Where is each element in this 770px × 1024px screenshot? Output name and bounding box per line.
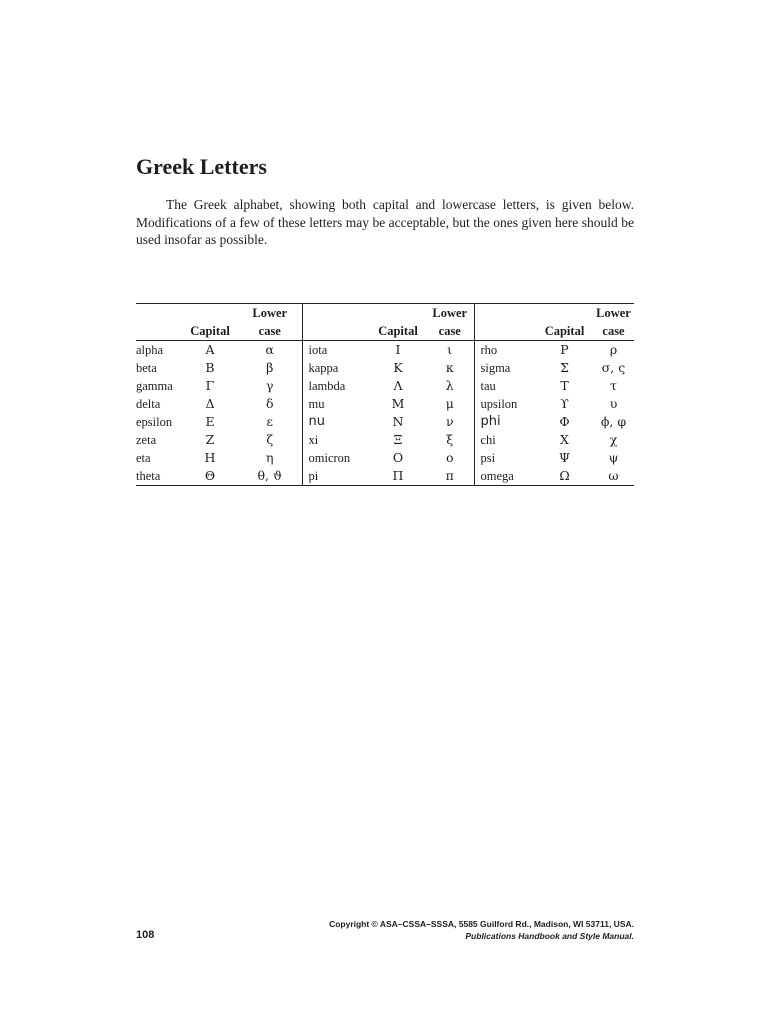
letter-name: upsilon bbox=[474, 395, 536, 413]
col-header-case: case bbox=[238, 322, 302, 341]
capital-letter: Λ bbox=[393, 378, 403, 393]
lowercase-letter: κ bbox=[445, 360, 454, 375]
capital-letter: Ν bbox=[392, 414, 404, 429]
intro-paragraph bbox=[136, 196, 634, 249]
capital-letter: Ζ bbox=[205, 432, 215, 447]
copyright-line: Copyright © ASA–CSSA–SSSA, 5585 Guilford Rd., Madison, WI 53711, USA. bbox=[329, 919, 634, 929]
table-row bbox=[136, 341, 634, 360]
letter-name: phi bbox=[474, 413, 536, 431]
lowercase-letter: β bbox=[266, 360, 274, 375]
lowercase-letter: θ, ϑ bbox=[257, 468, 282, 483]
capital-letter: Ε bbox=[205, 414, 215, 429]
lowercase-letter: ϕ, φ bbox=[600, 414, 627, 429]
capital-letter: Ξ bbox=[393, 432, 403, 447]
capital-letter: Θ bbox=[204, 468, 216, 483]
lowercase-letter: π bbox=[445, 468, 454, 483]
header-row-bottom bbox=[136, 322, 634, 341]
header-row-top bbox=[136, 304, 634, 323]
lowercase-letter: υ bbox=[609, 396, 618, 411]
capital-letter: Σ bbox=[560, 360, 569, 375]
publication-title: Publications Handbook and Style Manual. bbox=[465, 931, 634, 941]
capital-letter: Ι bbox=[395, 342, 401, 357]
lowercase-letter: ψ bbox=[608, 450, 619, 465]
capital-letter: Φ bbox=[559, 414, 570, 429]
table-row bbox=[136, 395, 634, 413]
page-title: Greek Letters bbox=[136, 154, 267, 179]
table-row bbox=[136, 413, 634, 431]
letter-name: iota bbox=[302, 341, 370, 360]
footer-credits bbox=[329, 918, 634, 942]
lowercase-letter: ο bbox=[445, 450, 454, 465]
col-header-lower: Lower bbox=[596, 306, 631, 320]
letter-name: xi bbox=[302, 431, 370, 449]
capital-letter: Κ bbox=[393, 360, 403, 375]
col-header-case: case bbox=[593, 322, 634, 341]
col-header-case: case bbox=[426, 322, 474, 341]
lowercase-letter: σ, ς bbox=[601, 360, 626, 375]
capital-letter: Δ bbox=[205, 396, 215, 411]
capital-letter: Γ bbox=[205, 378, 215, 393]
lowercase-letter: ζ bbox=[266, 432, 274, 447]
lowercase-letter: χ bbox=[609, 432, 618, 447]
letter-name: epsilon bbox=[136, 415, 173, 429]
col-header-capital: Capital bbox=[182, 322, 238, 341]
col-header-lower: Lower bbox=[252, 306, 288, 320]
lowercase-letter: ω bbox=[608, 468, 619, 483]
letter-name: alpha bbox=[136, 343, 164, 357]
col-header-lower: Lower bbox=[432, 306, 468, 320]
lowercase-letter: ν bbox=[445, 414, 454, 429]
greek-alphabet-table bbox=[136, 303, 634, 486]
capital-letter: Μ bbox=[391, 396, 405, 411]
intro-text: The Greek alphabet, showing both capital and lowercase letters, is given below. Modifications of a few of these letters may be acceptable, but the ones given here should be used insofar as possible. bbox=[136, 197, 634, 247]
col-header-capital: Capital bbox=[370, 322, 426, 341]
lowercase-letter: α bbox=[265, 342, 274, 357]
page-number: 108 bbox=[136, 929, 155, 941]
lowercase-letter: δ bbox=[265, 396, 274, 411]
letter-name: gamma bbox=[136, 379, 173, 393]
table-row bbox=[136, 359, 634, 377]
letter-name: nu bbox=[302, 413, 370, 431]
capital-letter: Ο bbox=[392, 450, 404, 465]
letter-name: sigma bbox=[474, 359, 536, 377]
lowercase-letter: ρ bbox=[609, 342, 618, 357]
capital-letter: Χ bbox=[560, 432, 569, 447]
lowercase-letter: ε bbox=[266, 414, 273, 429]
capital-letter: Π bbox=[392, 468, 404, 483]
letter-name: omicron bbox=[302, 449, 370, 467]
lowercase-letter: τ bbox=[610, 378, 617, 393]
letter-name: rho bbox=[474, 341, 536, 360]
capital-letter: Η bbox=[204, 450, 216, 465]
letter-name: eta bbox=[136, 451, 151, 465]
letter-name: zeta bbox=[136, 433, 157, 447]
lowercase-letter: γ bbox=[266, 378, 274, 393]
lowercase-letter: η bbox=[266, 450, 274, 465]
table-row bbox=[136, 467, 634, 486]
capital-letter: Ω bbox=[559, 468, 570, 483]
table-row bbox=[136, 449, 634, 467]
capital-letter: Ρ bbox=[560, 342, 569, 357]
capital-letter: Τ bbox=[560, 378, 569, 393]
table-row bbox=[136, 377, 634, 395]
lowercase-letter: λ bbox=[445, 378, 454, 393]
capital-letter: ϒ bbox=[560, 396, 569, 411]
letter-name: pi bbox=[302, 467, 370, 486]
lowercase-letter: μ bbox=[445, 396, 454, 411]
lowercase-letter: ι bbox=[447, 342, 453, 357]
lowercase-letter: ξ bbox=[446, 432, 454, 447]
table-row bbox=[136, 431, 634, 449]
letter-name: kappa bbox=[302, 359, 370, 377]
letter-name: chi bbox=[474, 431, 536, 449]
letter-name: tau bbox=[474, 377, 536, 395]
col-header-capital: Capital bbox=[536, 322, 593, 341]
letter-name: beta bbox=[136, 361, 157, 375]
letter-name: lambda bbox=[302, 377, 370, 395]
letter-name: omega bbox=[474, 467, 536, 486]
capital-letter: Α bbox=[205, 342, 215, 357]
letter-name: psi bbox=[474, 449, 536, 467]
letter-name: delta bbox=[136, 397, 161, 411]
letter-name: theta bbox=[136, 469, 161, 483]
capital-letter: Β bbox=[205, 360, 215, 375]
letter-name: mu bbox=[302, 395, 370, 413]
capital-letter: Ψ bbox=[559, 450, 570, 465]
